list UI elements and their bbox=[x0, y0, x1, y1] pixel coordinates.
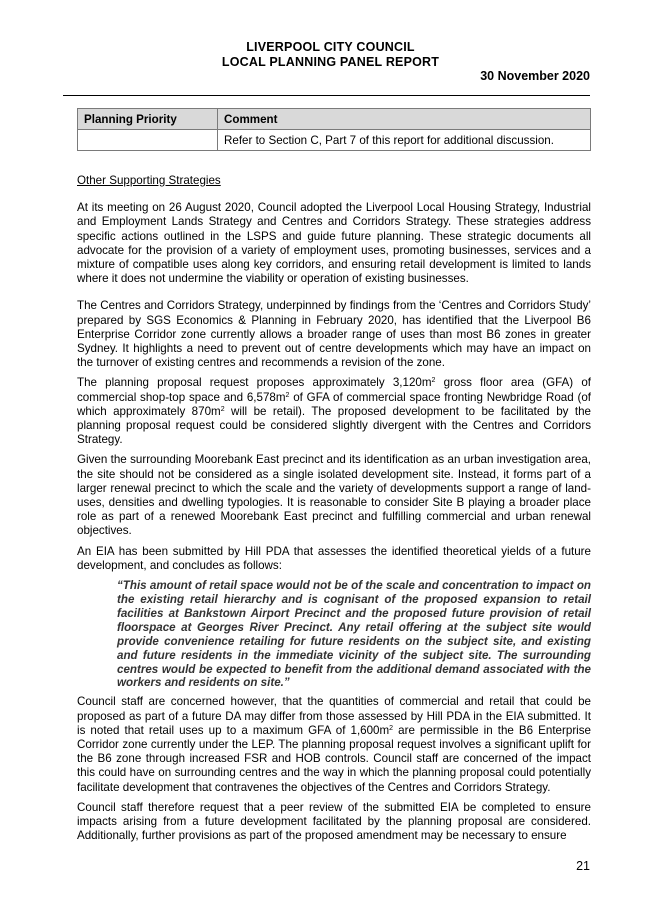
table-cell-priority bbox=[78, 130, 218, 151]
paragraph-3-text-b: gross floor area (GFA) of commercial shop-top space and 6,578m bbox=[77, 376, 591, 404]
paragraph-3-text-c: of GFA of commercial space fronting Newbridge Road (of which approximately 870m bbox=[77, 390, 591, 418]
section-heading: Other Supporting Strategies bbox=[77, 174, 221, 187]
header-divider bbox=[63, 95, 590, 96]
report-title: LOCAL PLANNING PANEL REPORT bbox=[221, 55, 440, 69]
report-body bbox=[77, 174, 591, 843]
table-header-row bbox=[78, 109, 591, 130]
table-cell-comment: Refer to Section C, Part 7 of this report for additional discussion. bbox=[218, 130, 591, 151]
paragraph-7: Council staff therefore request that a peer review of the submitted EIA be completed to ensure impacts arising from a future development facilitated by the planning proposal are considered. Additionally, further provisions as part of the proposed amendment may be necessary to ensure bbox=[77, 800, 591, 843]
superscript: 2 bbox=[431, 377, 436, 385]
paragraph-3-text-d: will be retail). The proposed development to be facilitated by the planning proposal request could be considered slightly divergent with the Centres and Corridors Strategy. bbox=[77, 404, 591, 447]
paragraph-3 bbox=[77, 376, 591, 447]
paragraph-6-text-a: Council staff are concerned however, that the quantities of commercial and retail that could be proposed as part of a future DA may differ from those assessed by Hill PDA in the EIA submitted. It is noted that retail uses up to a maximum GFA of 1,600m bbox=[77, 695, 591, 737]
paragraph-2: The Centres and Corridors Strategy, underpinned by findings from the ‘Centres and Corridors Study’ prepared by SGS Economics & Planning in February 2020, has identified that the Liverpool B6 Enterprise Corridor zone currently allows a broader range of uses than most B6 zones in greater Sydney. It highlights a need to prevent out of centre developments which may have an impact on the turnover of existing centres and recommends a revision of the zone. bbox=[77, 299, 591, 370]
report-date: 30 November 2020 bbox=[480, 69, 590, 83]
paragraph-5: An EIA has been submitted by Hill PDA that assesses the identified theoretical yields of a future development, and concludes as follows: bbox=[77, 544, 591, 572]
table-header-comment: Comment bbox=[218, 109, 591, 130]
paragraph-6-text-b: are permissible in the B6 Enterprise Corridor zone currently under the LEP. The planning proposal request involves a significant uplift for the B6 zone through increased FSR and HOB controls. Council staff are concerned of the impact this could have on surrounding centres and the way in which the planning proposal could potentially facilitate development that contravenes the objectives of the Centres and Corridors Strategy. bbox=[77, 723, 591, 794]
eia-quote: “This amount of retail space would not be of the scale and concentration to impact on the existing retail hierarchy and is cognisant of the proposed expansion to retail facilities at Bankstown Airport Precinct and the proposed future provision of retail floorspace at Georges River Precinct. Any retail offering at the subject site would provide convenience retailing for future residents on the subject site, and existing and future residents in the immediate vicinity of the subject site. The surrounding centres would be expected to benefit from the additional demand associated with the workers and residents on site.” bbox=[117, 579, 591, 690]
superscript: 2 bbox=[389, 724, 394, 732]
table-row bbox=[78, 130, 591, 151]
paragraph-6 bbox=[77, 695, 591, 794]
paragraph-4: Given the surrounding Moorebank East precinct and its identification as an urban investigation area, the site should not be considered as a single isolated development site. Instead, it forms part of a larger renewal precinct to which the scale and the variety of developments support a range of land-uses, densities and dwelling typologies. It is reasonable to consider Site B playing a broader place role as part of a renewed Moorebank East precinct and fulfilling commercial and urban renewal objectives. bbox=[77, 453, 591, 538]
superscript: 2 bbox=[220, 405, 225, 413]
council-name: LIVERPOOL CITY COUNCIL bbox=[246, 40, 415, 54]
superscript: 2 bbox=[285, 391, 290, 399]
paragraph-3-text-a: The planning proposal request proposes approximately 3,120m bbox=[77, 376, 432, 390]
paragraph-1: At its meeting on 26 August 2020, Council adopted the Liverpool Local Housing Strategy, Industrial and Employment Lands Strategy and Centres and Corridors Strategy. These strategies address specific actions outlined in the LSPS and guide future planning. These strategic documents all advocate for the provision of a variety of employment uses, promoting businesses, services and a mixture of compatible uses along key corridors, and ensuring retail development is limited to lands where it does not undermine the viability or operation of existing businesses. bbox=[77, 201, 591, 286]
planning-priority-table bbox=[77, 108, 591, 151]
page-number: 21 bbox=[576, 859, 590, 873]
table-header-planning-priority: Planning Priority bbox=[78, 109, 218, 130]
